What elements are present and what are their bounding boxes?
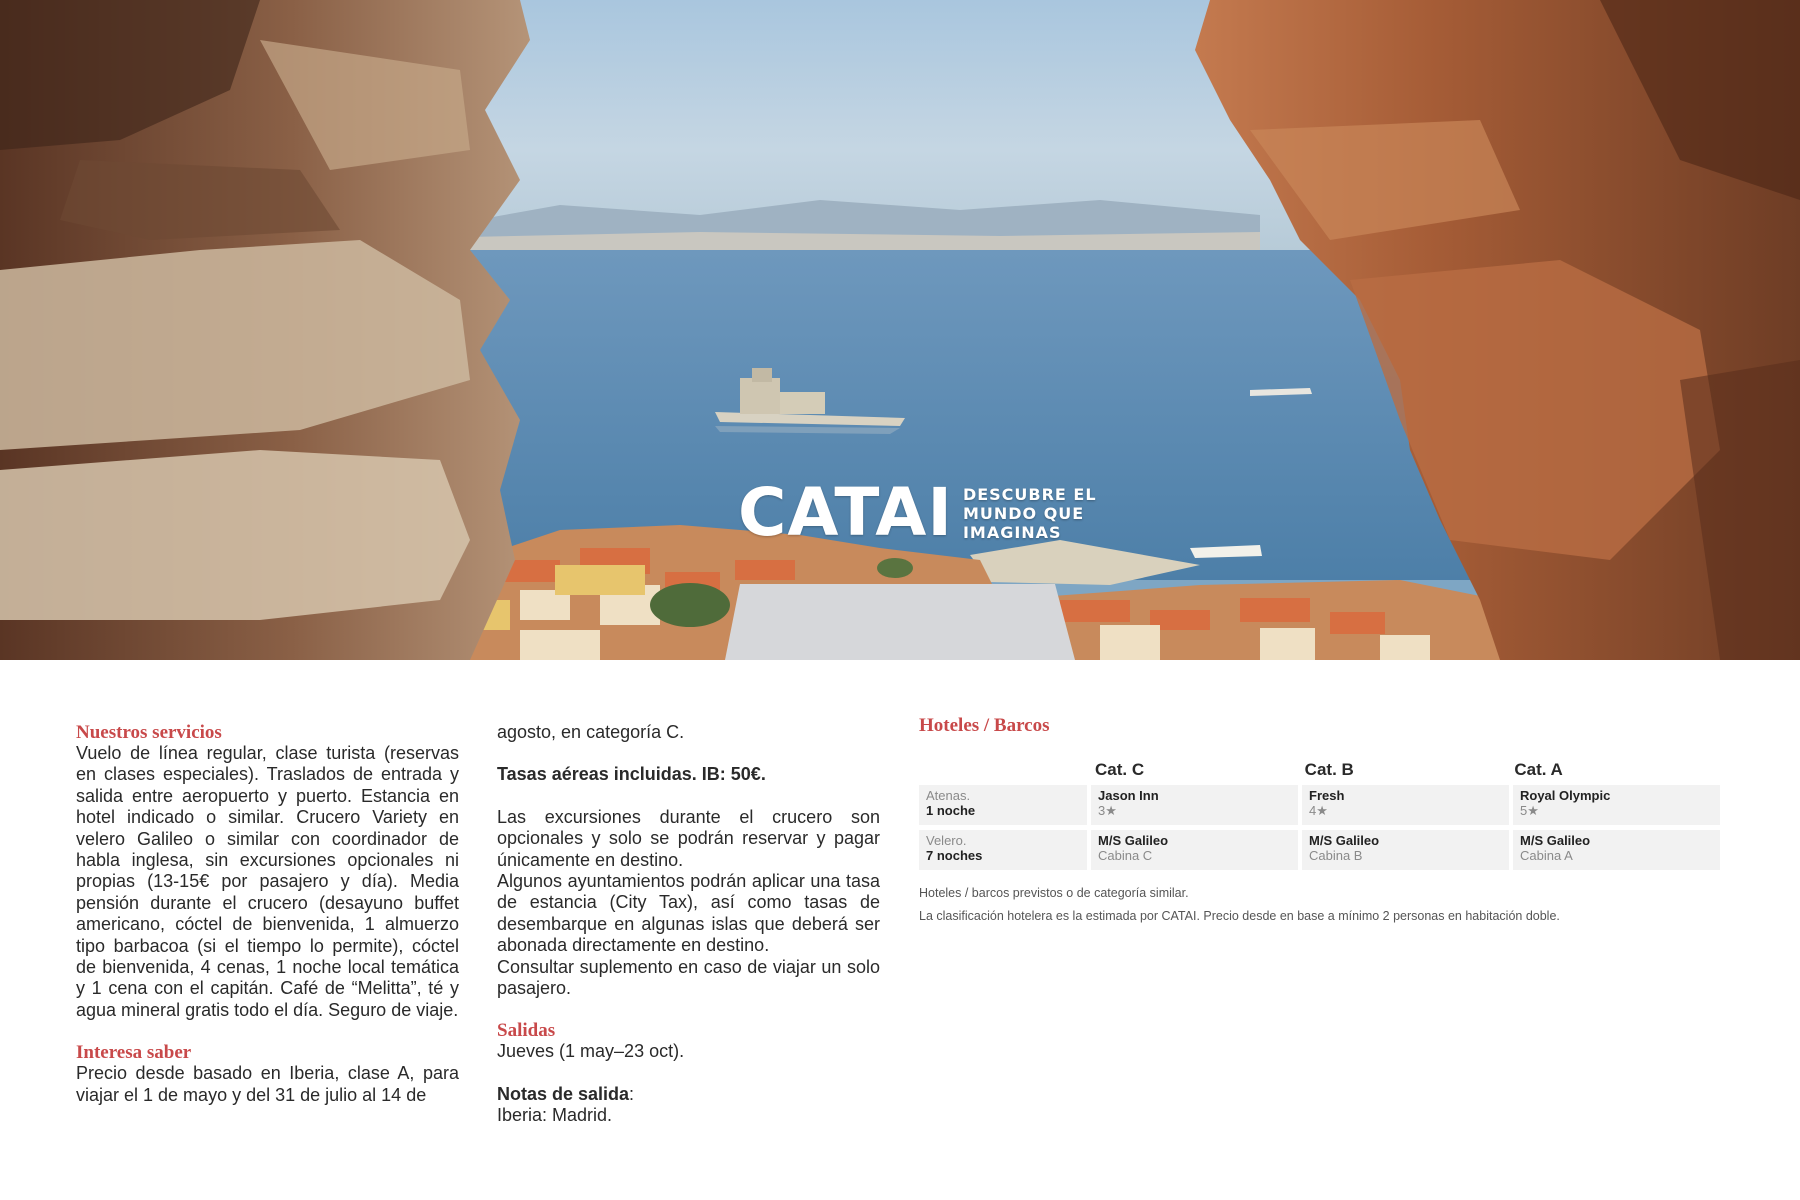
hotel-name: M/S Galileo bbox=[1098, 833, 1169, 848]
hotel-detail: 3★ bbox=[1098, 803, 1117, 818]
services-heading: Nuestros servicios bbox=[76, 722, 222, 743]
hotel-name: Royal Olympic bbox=[1520, 788, 1611, 803]
hotel-name: M/S Galileo bbox=[1309, 833, 1380, 848]
hotel-name: Jason Inn bbox=[1098, 788, 1159, 803]
hotel-cell bbox=[1091, 830, 1298, 870]
category-header: Cat. B bbox=[1304, 760, 1354, 779]
excursiones-text: Las excursiones durante el crucero son opcionales y solo se podrán reservar y pagar únicamente en destino. bbox=[497, 806, 880, 870]
hotel-detail: Cabina C bbox=[1098, 848, 1153, 863]
table-row bbox=[919, 830, 1724, 870]
place-nights: 7 noches bbox=[926, 848, 983, 863]
place-name: Velero. bbox=[926, 833, 967, 848]
hotels-note: Hoteles / barcos previstos o de categoría similar. bbox=[919, 886, 1189, 900]
notas-salida-title: Notas de salida bbox=[497, 1083, 630, 1104]
interesa-text: Precio desde basado en Iberia, clase A, para viajar el 1 de mayo y del 31 de julio al 14 de bbox=[76, 1063, 459, 1105]
hotel-name: M/S Galileo bbox=[1520, 833, 1591, 848]
hotel-cell bbox=[1302, 830, 1509, 870]
hotel-cell bbox=[1302, 785, 1509, 825]
hotels-notes bbox=[919, 882, 1724, 928]
hotel-detail: 5★ bbox=[1520, 803, 1539, 818]
notas-salida-colon: : bbox=[629, 1083, 635, 1104]
hotel-cell bbox=[1513, 785, 1720, 825]
column-details bbox=[497, 722, 880, 1127]
tagline-line: IMAGINAS bbox=[962, 522, 1062, 542]
tagline-line: DESCUBRE EL bbox=[962, 484, 1097, 504]
hotel-detail: 4★ bbox=[1309, 803, 1328, 818]
place-cell bbox=[919, 830, 1087, 870]
table-row bbox=[919, 785, 1724, 825]
hotels-section bbox=[919, 715, 1724, 928]
hotel-detail: Cabina A bbox=[1520, 848, 1573, 863]
tagline-line: MUNDO QUE bbox=[962, 503, 1085, 523]
hotel-cell bbox=[1091, 785, 1298, 825]
brand-wordmark: CATAI bbox=[738, 474, 953, 551]
city-tax-text: Algunos ayuntamientos podrán aplicar una tasa de estancia (City Tax), así como tasas de desembarque en algunas islas que deberá ser abonada directamente en destino. bbox=[497, 871, 880, 956]
services-text: Vuelo de línea regular, clase turista (reservas en clases especiales). Traslados de entrada y salida entre aeropuerto y puerto. Estancia en hotel indicado o similar. Crucero Variety en velero Galileo o similar con coordinador de habla inglesa, sin excursiones opcionales ni propias (13-15€ por pasajero y día). Media pensión durante el crucero (desayuno buffet americano, cóctel de bienvenida, 1 almuerzo tipo barbacoa (si el tiempo lo permite), cóctel de bienvenida, 4 cenas, 1 noche local temática y 1 cena con el capitán. Café de “Melitta”, té y agua mineral gratis todo el día. Seguro de viaje. bbox=[76, 743, 459, 1020]
hotel-cell bbox=[1513, 830, 1720, 870]
interesa-heading: Interesa saber bbox=[76, 1042, 192, 1064]
category-header: Cat. A bbox=[1514, 760, 1563, 779]
brand-logo bbox=[738, 474, 1097, 551]
salidas-heading: Salidas bbox=[497, 1020, 556, 1042]
hotel-name: Fresh bbox=[1309, 788, 1345, 803]
hotels-note: La clasificación hotelera es la estimada por CATAI. Precio desde en base a mínimo 2 personas en habitación doble. bbox=[919, 909, 1560, 923]
column-services bbox=[76, 722, 459, 1106]
place-cell bbox=[919, 785, 1087, 825]
tasas-text: Tasas aéreas incluidas. IB: 50€. bbox=[497, 764, 766, 785]
category-header-row bbox=[1095, 754, 1724, 780]
hotel-detail: Cabina B bbox=[1309, 848, 1363, 863]
salidas-text: Jueves (1 may–23 oct). bbox=[497, 1041, 685, 1062]
hotels-heading: Hoteles / Barcos bbox=[919, 715, 1050, 736]
place-nights: 1 noche bbox=[926, 803, 976, 818]
notas-salida-text: Iberia: Madrid. bbox=[497, 1105, 613, 1126]
brand-tagline bbox=[963, 485, 1097, 542]
interesa-continuation: agosto, en categoría C. bbox=[497, 722, 685, 742]
place-name: Atenas. bbox=[926, 788, 971, 803]
suplemento-text: Consultar suplemento en caso de viajar un solo pasajero. bbox=[497, 956, 880, 999]
category-header: Cat. C bbox=[1095, 760, 1145, 779]
notas-salida-label bbox=[497, 1084, 880, 1105]
